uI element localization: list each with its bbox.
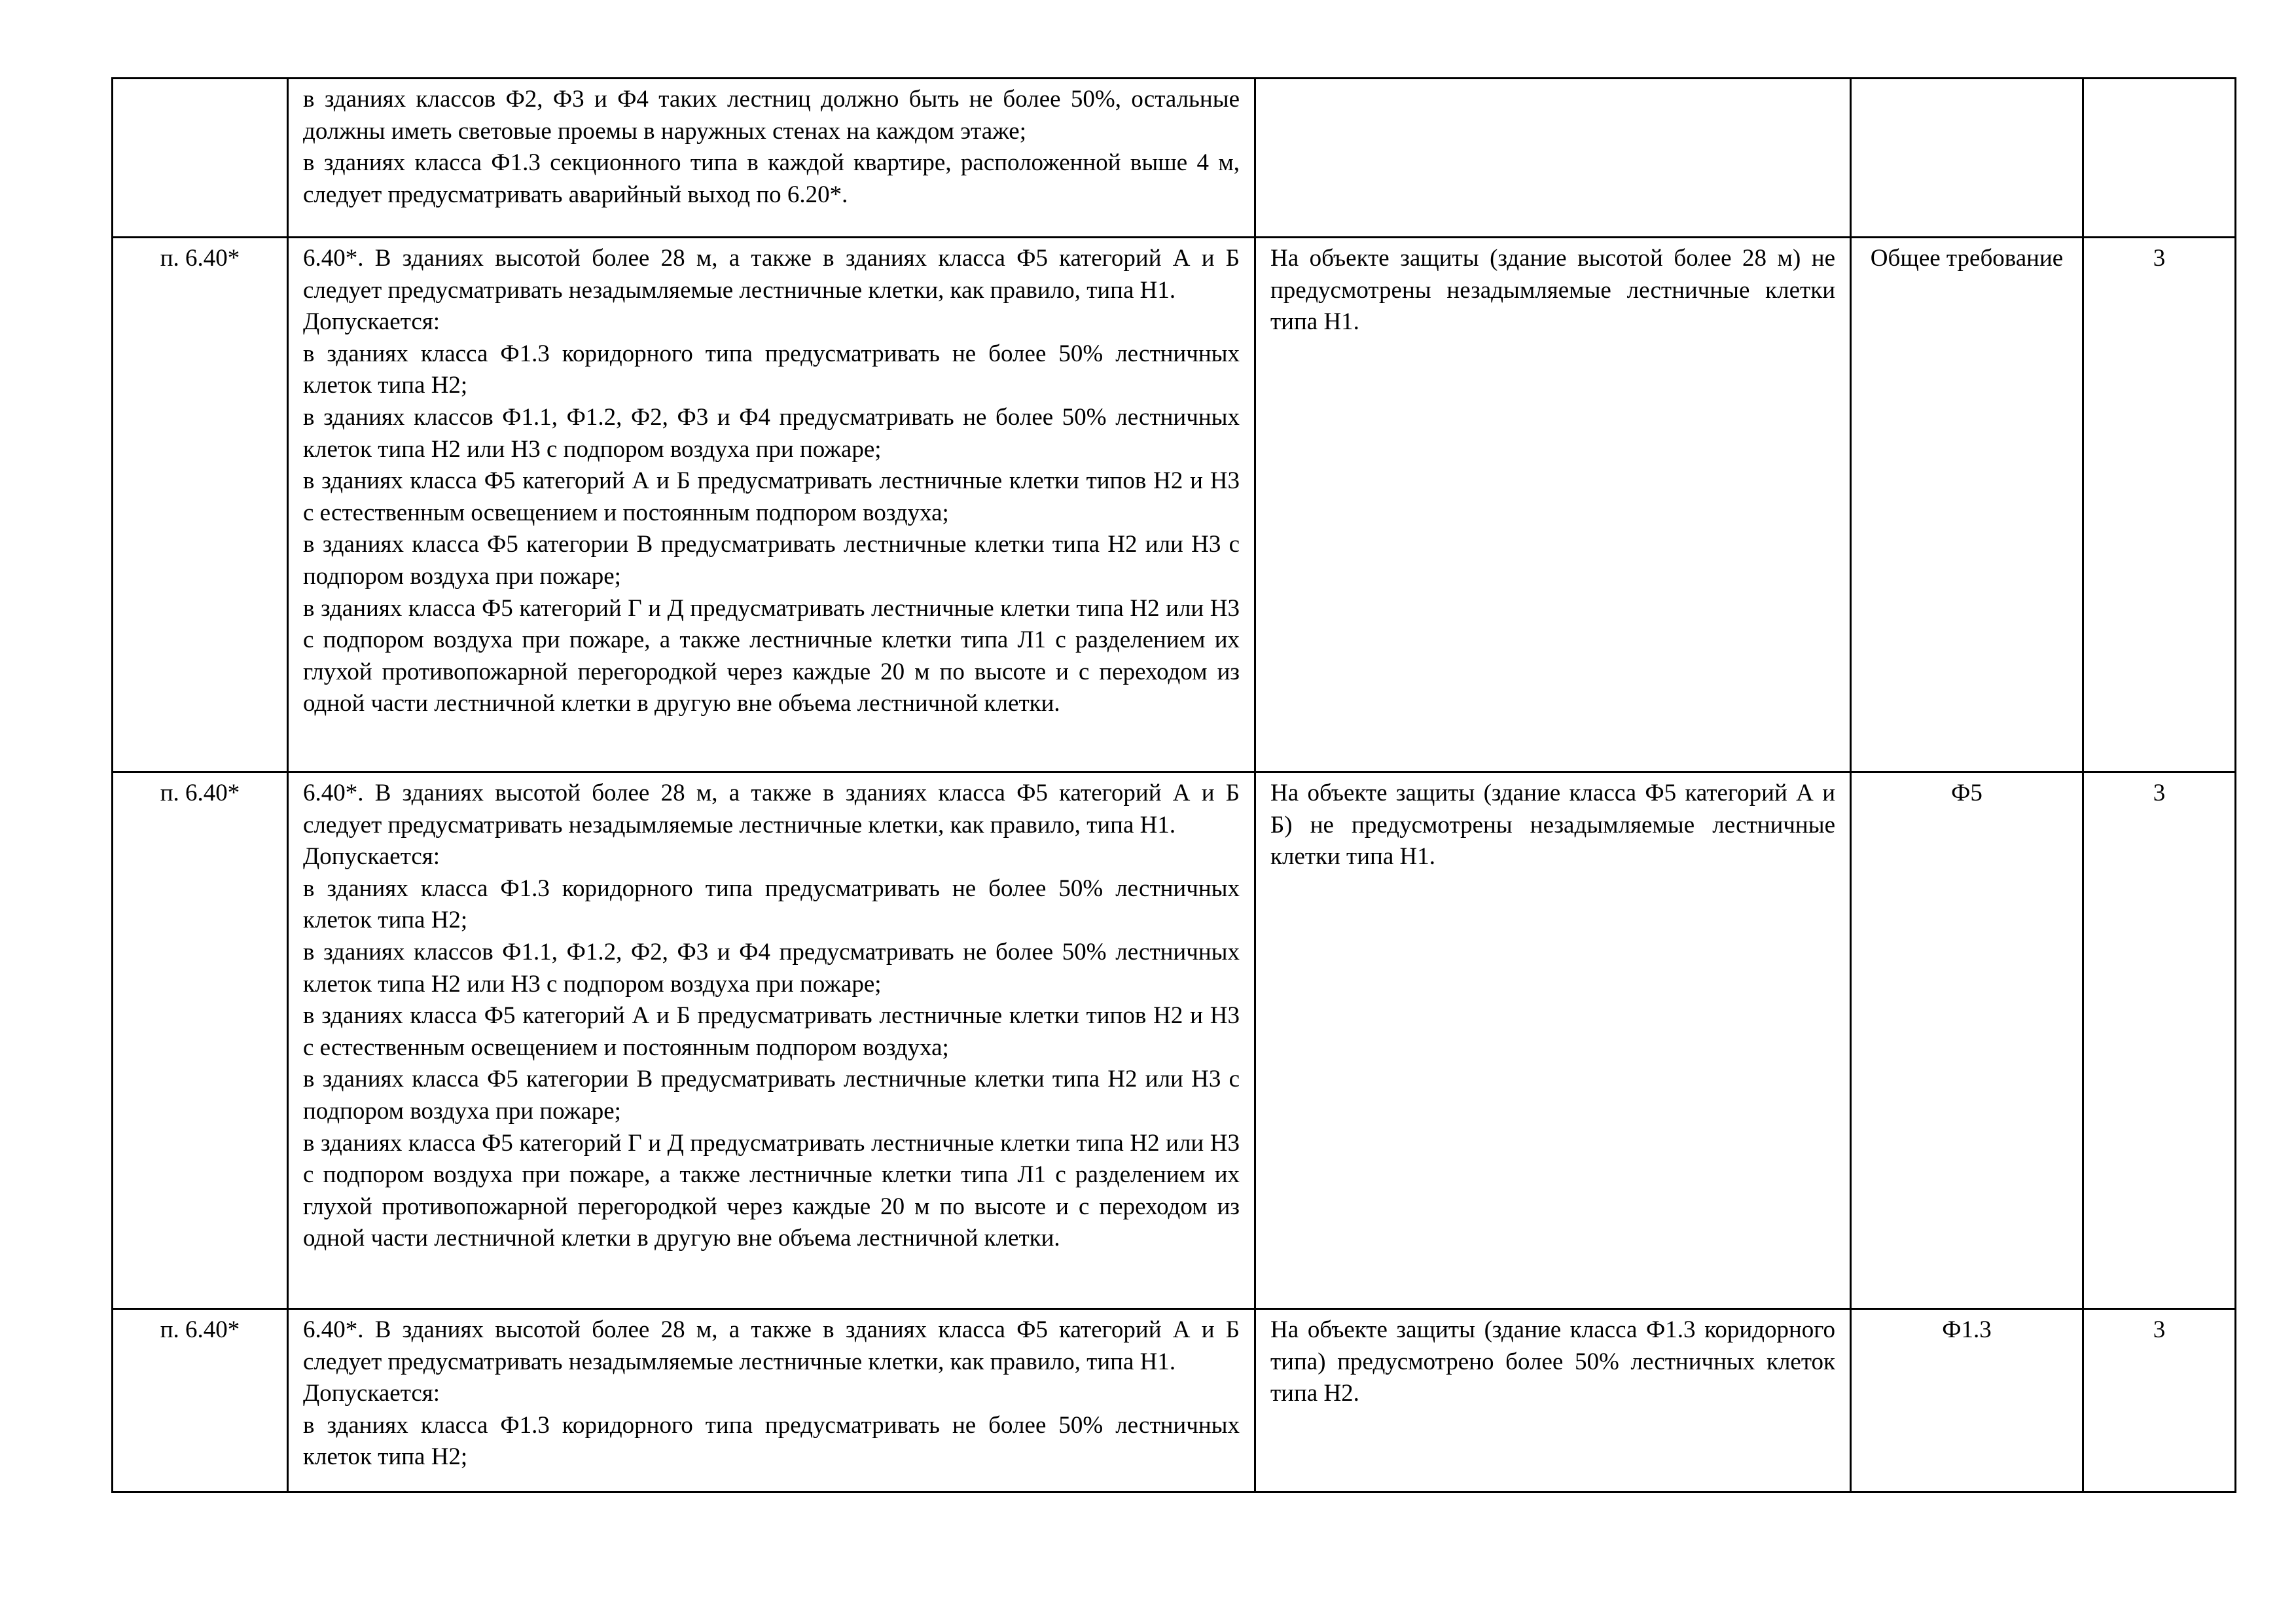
building-class-cell: Ф5 <box>1851 772 2083 1309</box>
clause-ref-cell: п. 6.40* <box>113 772 288 1309</box>
requirement-cell <box>288 79 1255 238</box>
requirement-paragraph: Допускается: <box>303 1380 440 1407</box>
clause-ref-cell: п. 6.40* <box>113 238 288 772</box>
violation-cell: На объекте защиты (здание высотой более 28 м) не предусмотрены незадымляемые лестничные клетки типа Н1. <box>1255 238 1851 772</box>
requirement-paragraph: Допускается: <box>303 843 440 871</box>
building-class-cell <box>1851 79 2083 238</box>
violation-cell <box>1255 79 1851 238</box>
building-class-cell: Общее требование <box>1851 238 2083 772</box>
table-row <box>113 772 2236 1309</box>
table-row <box>113 238 2236 772</box>
requirements-table <box>111 77 2236 1493</box>
requirement-paragraph: 6.40*. В зданиях высотой более 28 м, а также в зданиях класса Ф5 категорий А и Б следует предусматривать незадымляемые лестничные клетки, как правило, типа Н1. <box>303 780 1240 839</box>
requirement-paragraph: в зданиях класса Ф5 категорий А и Б предусматривать лестничные клетки типов Н2 и Н3 с естественным освещением и постоянным подпором воздуха; <box>303 1002 1240 1061</box>
requirement-paragraph: в зданиях класса Ф1.3 коридорного типа предусматривать не более 50% лестничных клеток типа Н2; <box>303 875 1240 934</box>
requirement-paragraph: в зданиях класса Ф5 категории В предусматривать лестничные клетки типа Н2 или Н3 с подпором воздуха при пожаре; <box>303 531 1240 590</box>
table-row <box>113 1309 2236 1492</box>
category-cell: 3 <box>2083 1309 2236 1492</box>
category-cell: 3 <box>2083 772 2236 1309</box>
requirement-paragraph: в зданиях классов Ф1.1, Ф1.2, Ф2, Ф3 и Ф4 предусматривать не более 50% лестничных клеток типа Н2 или Н3 с подпором воздуха при пожаре; <box>303 938 1240 998</box>
requirement-paragraph: Допускается: <box>303 308 440 336</box>
clause-ref-cell <box>113 79 288 238</box>
requirement-paragraph: в зданиях класса Ф1.3 секционного типа в каждой квартире, расположенной выше 4 м, следует предусматривать аварийный выход по 6.20*. <box>303 149 1240 208</box>
table-row <box>113 79 2236 238</box>
category-cell <box>2083 79 2236 238</box>
requirement-cell <box>288 238 1255 772</box>
requirement-paragraph: в зданиях классов Ф2, Ф3 и Ф4 таких лестниц должно быть не более 50%, остальные должны иметь световые проемы в наружных стенах на каждом этаже; <box>303 86 1240 145</box>
document-page <box>111 77 2234 1493</box>
category-cell: 3 <box>2083 238 2236 772</box>
building-class-cell: Ф1.3 <box>1851 1309 2083 1492</box>
requirement-paragraph: в зданиях класса Ф1.3 коридорного типа предусматривать не более 50% лестничных клеток типа Н2; <box>303 340 1240 399</box>
requirement-paragraph: в зданиях класса Ф1.3 коридорного типа предусматривать не более 50% лестничных клеток типа Н2; <box>303 1411 1240 1471</box>
requirement-paragraph: 6.40*. В зданиях высотой более 28 м, а также в зданиях класса Ф5 категорий А и Б следует предусматривать незадымляемые лестничные клетки, как правило, типа Н1. <box>303 245 1240 304</box>
requirement-cell <box>288 1309 1255 1492</box>
requirement-paragraph: в зданиях класса Ф5 категорий А и Б предусматривать лестничные клетки типов Н2 и Н3 с естественным освещением и постоянным подпором воздуха; <box>303 467 1240 526</box>
requirement-paragraph: в зданиях класса Ф5 категорий Г и Д предусматривать лестничные клетки типа Н2 или Н3 с подпором воздуха при пожаре, а также лестничные клетки типа Л1 с разделением их глухой противопожарной перегородкой через каждые 20 м по высоте и с переходом из одной части лестничной клетки в другую вне объема лестничной клетки. <box>303 594 1240 717</box>
requirement-cell <box>288 772 1255 1309</box>
requirement-paragraph: 6.40*. В зданиях высотой более 28 м, а также в зданиях класса Ф5 категорий А и Б следует предусматривать незадымляемые лестничные клетки, как правило, типа Н1. <box>303 1316 1240 1375</box>
violation-cell: На объекте защиты (здание класса Ф5 категорий А и Б) не предусмотрены незадымляемые лестничные клетки типа Н1. <box>1255 772 1851 1309</box>
requirement-paragraph: в зданиях класса Ф5 категории В предусматривать лестничные клетки типа Н2 или Н3 с подпором воздуха при пожаре; <box>303 1066 1240 1125</box>
requirement-paragraph: в зданиях классов Ф1.1, Ф1.2, Ф2, Ф3 и Ф4 предусматривать не более 50% лестничных клеток типа Н2 или Н3 с подпором воздуха при пожаре; <box>303 403 1240 463</box>
clause-ref-cell: п. 6.40* <box>113 1309 288 1492</box>
violation-cell: На объекте защиты (здание класса Ф1.3 коридорного типа) предусмотрено более 50% лестничных клеток типа Н2. <box>1255 1309 1851 1492</box>
requirement-paragraph: в зданиях класса Ф5 категорий Г и Д предусматривать лестничные клетки типа Н2 или Н3 с подпором воздуха при пожаре, а также лестничные клетки типа Л1 с разделением их глухой противопожарной перегородкой через каждые 20 м по высоте и с переходом из одной части лестничной клетки в другую вне объема лестничной клетки. <box>303 1129 1240 1252</box>
